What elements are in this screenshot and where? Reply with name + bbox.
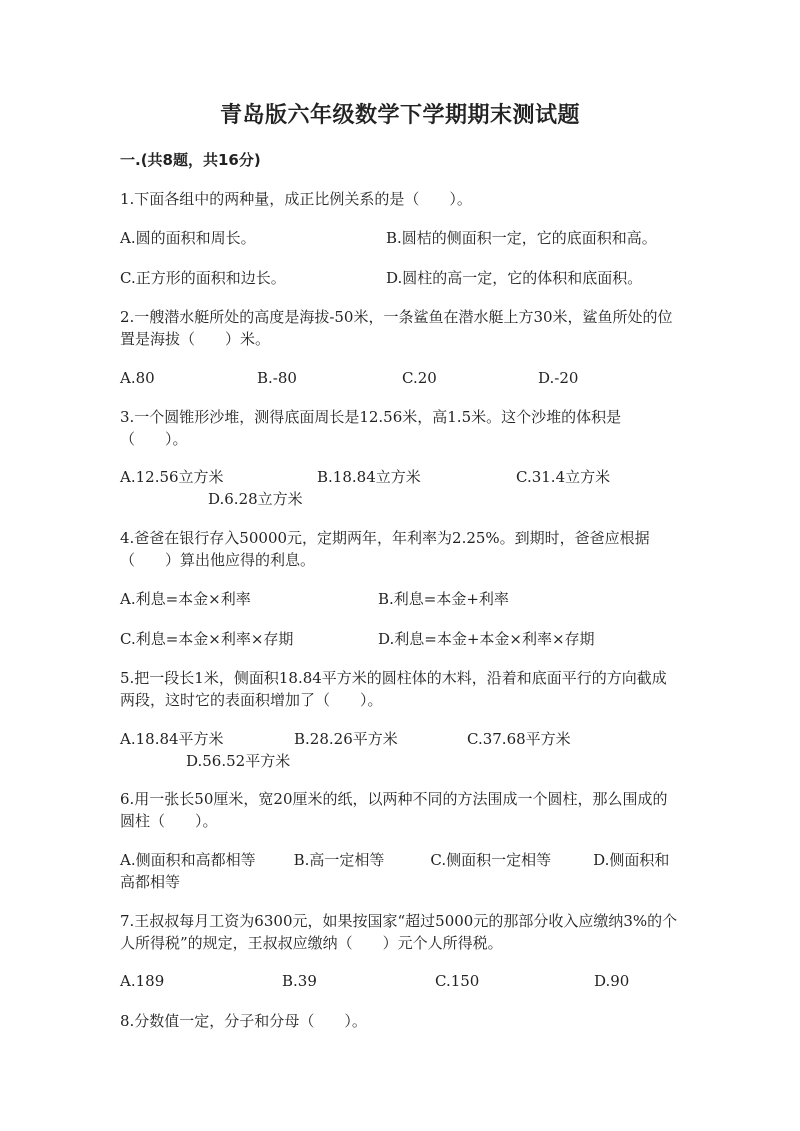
question-8-text: 8.分数值一定，分子和分母（ ）。 (120, 1012, 367, 1030)
q4-option-d: D.利息=本金+本金×利率×存期 (378, 630, 595, 648)
q6-option-c: C.侧面积一定相等 (430, 851, 552, 869)
q6-option-b: B.高一定相等 (293, 851, 385, 869)
q1-option-c: C.正方形的面积和边长。 (120, 269, 286, 287)
q4-option-c: C.利息=本金×利率×存期 (120, 630, 294, 648)
q4-option-a: A.利息=本金×利率 (120, 590, 251, 608)
q5-option-b: B.28.26平方米 (294, 730, 398, 748)
q3-option-d: D.6.28立方米 (208, 490, 303, 508)
question-3-text: 3.一个圆锥形沙堆，测得底面周长是12.56米，高1.5米。这个沙堆的体积是（ ）。 (120, 408, 622, 448)
q7-option-b: B.39 (282, 972, 317, 990)
question-4-text: 4.爸爸在银行存入50000元，定期两年，年利率为2.25%。到期时，爸爸应根据（ ）算出他应得的利息。 (120, 529, 650, 569)
q3-option-c: C.31.4立方米 (516, 468, 611, 486)
q2-option-c: C.20 (402, 369, 437, 387)
q6-options (120, 849, 680, 893)
question-2-text: 2.一艘潜水艇所处的高度是海拔-50米，一条鲨鱼在潜水艇上方30米，鲨鱼所处的位置是海拔（ ）米。 (120, 308, 673, 348)
q6-option-a: A.侧面积和高都相等 (120, 851, 256, 869)
q1-option-d: D.圆柱的高一定，它的体积和底面积。 (386, 269, 643, 287)
q7-option-d: D.90 (594, 972, 630, 990)
q5-option-c: C.37.68平方米 (467, 730, 571, 748)
question-1-text: 1.下面各组中的两种量，成正比例关系的是（ ）。 (120, 190, 472, 208)
q2-option-a: A.80 (120, 369, 155, 387)
q3-option-a: A.12.56立方米 (120, 468, 224, 486)
q5-option-d: D.56.52平方米 (186, 752, 291, 770)
q3-option-b: B.18.84立方米 (317, 468, 421, 486)
section-heading: 一.(共8题，共16分) (120, 151, 261, 169)
question-5-text: 5.把一段长1米，侧面积18.84平方米的圆柱体的木料，沿着和底面平行的方向截成两段，这时它的表面积增加了（ ）。 (120, 669, 667, 709)
page-title: 青岛版六年级数学下学期期末测试题 (219, 103, 580, 128)
q6-option-d: D.侧面积和高都相等 (120, 851, 670, 891)
q1-option-a: A.圆的面积和周长。 (120, 229, 256, 247)
q5-option-a: A.18.84平方米 (120, 730, 224, 748)
q7-option-c: C.150 (435, 972, 480, 990)
q2-option-b: B.-80 (257, 369, 297, 387)
question-6-text: 6.用一张长50厘米，宽20厘米的纸，以两种不同的方法围成一个圆柱，那么围成的圆柱（ ）。 (120, 790, 668, 830)
q1-option-b: B.圆桔的侧面积一定，它的底面积和高。 (386, 229, 657, 247)
q2-option-d: D.-20 (538, 369, 579, 387)
question-7-text: 7.王叔叔每月工资为6300元，如果按国家“超过5000元的那部分收入应缴纳3%的个人所得税”的规定，王叔叔应缴纳（ ）元个人所得税。 (120, 912, 678, 952)
q4-option-b: B.利息=本金+利率 (378, 590, 509, 608)
q7-option-a: A.189 (120, 972, 165, 990)
